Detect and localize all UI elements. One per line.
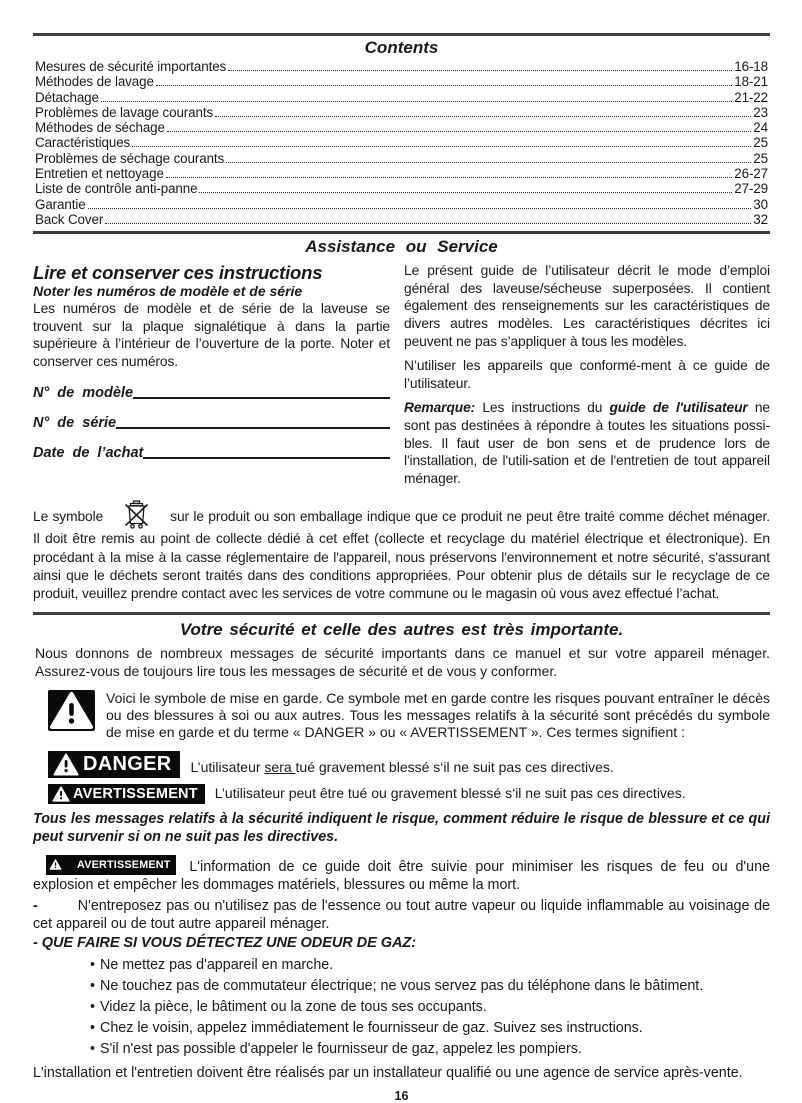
serial-number-label: N° de série [33,414,117,431]
toc-label: Garantie [35,196,86,212]
toc-pages: 30 [753,196,768,212]
two-column-section [33,262,770,494]
toc-leader [199,192,732,193]
list-item [33,997,770,1018]
toc-pages: 32 [753,211,768,227]
page-number: 16 [394,1088,409,1103]
recycle-paragraph [33,500,770,603]
toc-leader [156,85,732,86]
guide-emphasis: guide de l'utilisateur [609,400,748,416]
toc-entry [35,105,768,120]
toc-leader [105,223,751,224]
warning-badge-label: AVERTISSEMENT [73,785,198,802]
toc-pages: 16-18 [734,59,768,74]
safety-intro: Nous donnons de nombreux messages de sécurité importants dans ce manuel et sur votre appareil ménager. Assurez-vous de toujours lire tous les messages de sécurité et de vous y conformer. [35,644,770,679]
bullet-icon: • [90,998,96,1015]
safety-title: Votre sécurité et celle des autres est très importante. [179,619,624,639]
badge-warning-triangle-icon [53,753,79,776]
danger-text [190,759,613,778]
toc-pages: 25 [753,150,768,166]
fill-in-line [143,457,390,459]
contents-title: Contents [364,38,439,57]
toc-label: Back Cover [35,211,104,227]
assistance-title: Assistance ou Service [305,237,498,257]
toc-leader [132,146,751,147]
toc-leader [88,208,752,209]
list-item-text: Ne touchez pas de commutateur électrique; ne vous servez pas du téléphone dans le bâtiment. [100,977,704,994]
weee-crossed-bin-icon [123,500,150,530]
toc-entry [35,181,768,196]
fill-in-line [116,427,390,429]
toc-pages: 23 [753,104,768,120]
bullet-icon: • [90,1019,96,1036]
toc-pages: 24 [753,120,768,136]
list-item [33,1018,770,1039]
toc-label: Détachage [35,89,99,105]
danger-badge [48,751,180,778]
danger-text-underlined: sera [264,758,296,775]
remarque-label: Remarque: [404,400,476,416]
toc-pages: 27-29 [734,181,768,197]
warning-badge-small [46,855,176,875]
remarque-paragraph [404,399,770,487]
remarque-text: Les instructions du [475,400,610,416]
purchase-date-label: Date de l’achat [33,444,144,461]
warning-signal-row [48,784,770,804]
badge-warning-triangle-icon [49,859,62,870]
table-of-contents [35,59,768,227]
section-divider [33,231,770,234]
recycle-text: Le symbole [33,509,104,525]
toc-entry [35,74,768,89]
recycle-text: sur le produit ou son emballage indique que ce produit ne peut être traité comme déchet ménager. Il doit être remis au point de collecte dédié à cet effet (collecte et recyclage du matériel électrique et électronique). En procédant à la mise à la casse réglementaire de l'appareil, nous préservons l'environnement et notre sécurité, s'assurant ainsi que le déchets seront traités dans des conditions appropriées. Pour obtenir plus de détails sur le recyclage de ce produit, veuillez prendre contact avec les services de votre commune ou le magasin où vous avez effectué l’achat. [33,509,770,602]
list-item-text: Ne mettez pas d'appareil en marche. [100,956,334,973]
warning2-text: L'information de ce guide doit être suivie pour minimiser les risques de feu ou d'une explosion et empêcher les dommages matériels, blessures ou même la mort. [33,858,770,893]
warning-triangle-icon [48,690,95,733]
toc-leader [215,116,751,117]
bullet-icon: • [90,956,96,973]
toc-entry [35,120,768,135]
toc-label: Méthodes de séchage [35,120,165,136]
warning2-paragraph [33,855,770,894]
left-body: Les numéros de modèle et de série de la laveuse se trouvent sur la plaque signalétique à dans la partie supérieure à l’intérieur de l’ouverture de la porte. Noter et conserver ces numéros. [33,301,390,370]
toc-pages: 25 [753,135,768,151]
dash-item [33,897,770,933]
toc-pages: 18-21 [734,74,768,90]
safety-bold-note: Tous les messages relatifs à la sécurité indiquent le risque, comment réduire le risque de blessure et ce qui peut survenir si on ne suit pas les directives. [33,810,770,845]
toc-entry [35,166,768,181]
section-divider [33,33,770,36]
gas-odor-heading: - QUE FAIRE SI VOUS DÉTECTEZ UNE ODEUR DE GAZ: [33,934,416,951]
list-item-text: Videz la pièce, le bâtiment ou la zone de tous ses occupants. [100,998,487,1015]
list-item [33,955,770,976]
toc-leader [167,131,751,132]
danger-text-pre: L’utilisateur [190,758,265,775]
list-item [33,1039,770,1060]
danger-badge-label: DANGER [83,752,172,775]
danger-signal-row [48,751,770,778]
badge-warning-triangle-icon [52,786,70,802]
toc-leader [166,177,732,178]
toc-label: Mesures de sécurité importantes [35,59,227,74]
right-column [404,262,770,494]
bullet-icon: • [90,1040,96,1057]
purchase-date-field [33,445,390,461]
fill-in-line [133,397,390,399]
list-item-text: S'il n'est pas possible d'appeler le fournisseur de gaz, appelez les pompiers. [100,1040,582,1057]
left-subheading: Noter les numéros de modèle et de série [33,283,303,300]
toc-label: Méthodes de lavage [35,74,154,90]
warning-badge-small-label: AVERTISSEMENT [77,858,171,871]
paragraph: N’utiliser les appareils que conformé-ment à ce guide de l’utilisateur. [404,358,770,391]
serial-number-field [33,415,390,431]
toc-entry [35,212,768,227]
list-item-text: Chez le voisin, appelez immédiatement le fournisseur de gaz. Suivez ses instructions. [100,1019,643,1036]
alert-symbol-block [48,690,770,742]
list-item [33,976,770,997]
warning-badge [48,784,205,804]
model-number-label: N° de modèle [33,384,134,401]
paragraph: Le présent guide de l’utilisateur décrit le mode d’emploi général des laveuse/sécheuse superposées. Il contient également des renseignements sur les caractéristiques de divers autres modèles. Les caractéristiques décrites ici peuvent ne pas s’appliquer à tous les modèles. [404,263,770,349]
toc-label: Problèmes de lavage courants [35,104,214,120]
installation-note: L'installation et l'entretien doivent être réalisés par un installateur qualifié ou une agence de service après-vente. [33,1064,743,1081]
toc-label: Entretien et nettoyage [35,166,164,182]
toc-pages: 26-27 [734,166,768,182]
alert-intro-text: Voici le symbole de mise en garde. Ce symbole met en garde contre les risques pouvant entraîner le décès ou des blessures à soi ou aux autres. Tous les messages relatifs à la sécurité sont précédés du symbole de mise en garde et du terme « DANGER » ou « AVERTISSEMENT ». Ces termes signifient : [106,689,770,741]
toc-entry [35,59,768,74]
toc-entry [35,151,768,166]
dash-item-text: N'entreposez pas ou n'utilisez pas de l'essence ou tout autre vapeur ou liquide inflammable au voisinage de cet appareil ou de tout autre appareil ménager. [33,897,770,932]
toc-entry [35,197,768,212]
bullet-icon: • [90,977,96,994]
toc-entry [35,90,768,105]
toc-pages: 21-22 [734,89,768,105]
section-divider [33,612,770,615]
remarque-text: ne sont pas destinées à répondre à toutes les situations possi-bles. Il faut user de bon sens et de prudence lors de l'installation, de l'utili-sation et de l'entretien de tout appareil ménager. [404,400,771,486]
toc-leader [101,101,732,102]
model-number-field [33,385,390,401]
toc-label: Liste de contrôle anti-panne [35,181,198,197]
toc-leader [228,70,732,71]
danger-text-post: tué gravement blessé s‘il ne suit pas ces directives. [295,758,614,775]
toc-label: Problèmes de séchage courants [35,150,225,166]
toc-leader [226,162,751,163]
warning-text: L’utilisateur peut être tué ou gravement blessé s‘il ne suit pas ces directives. [214,784,686,801]
left-column [33,262,390,494]
toc-entry [35,135,768,150]
toc-label: Caractéristiques [35,135,131,151]
left-heading: Lire et conserver ces instructions [33,262,323,284]
dash-marker: - [33,897,38,914]
